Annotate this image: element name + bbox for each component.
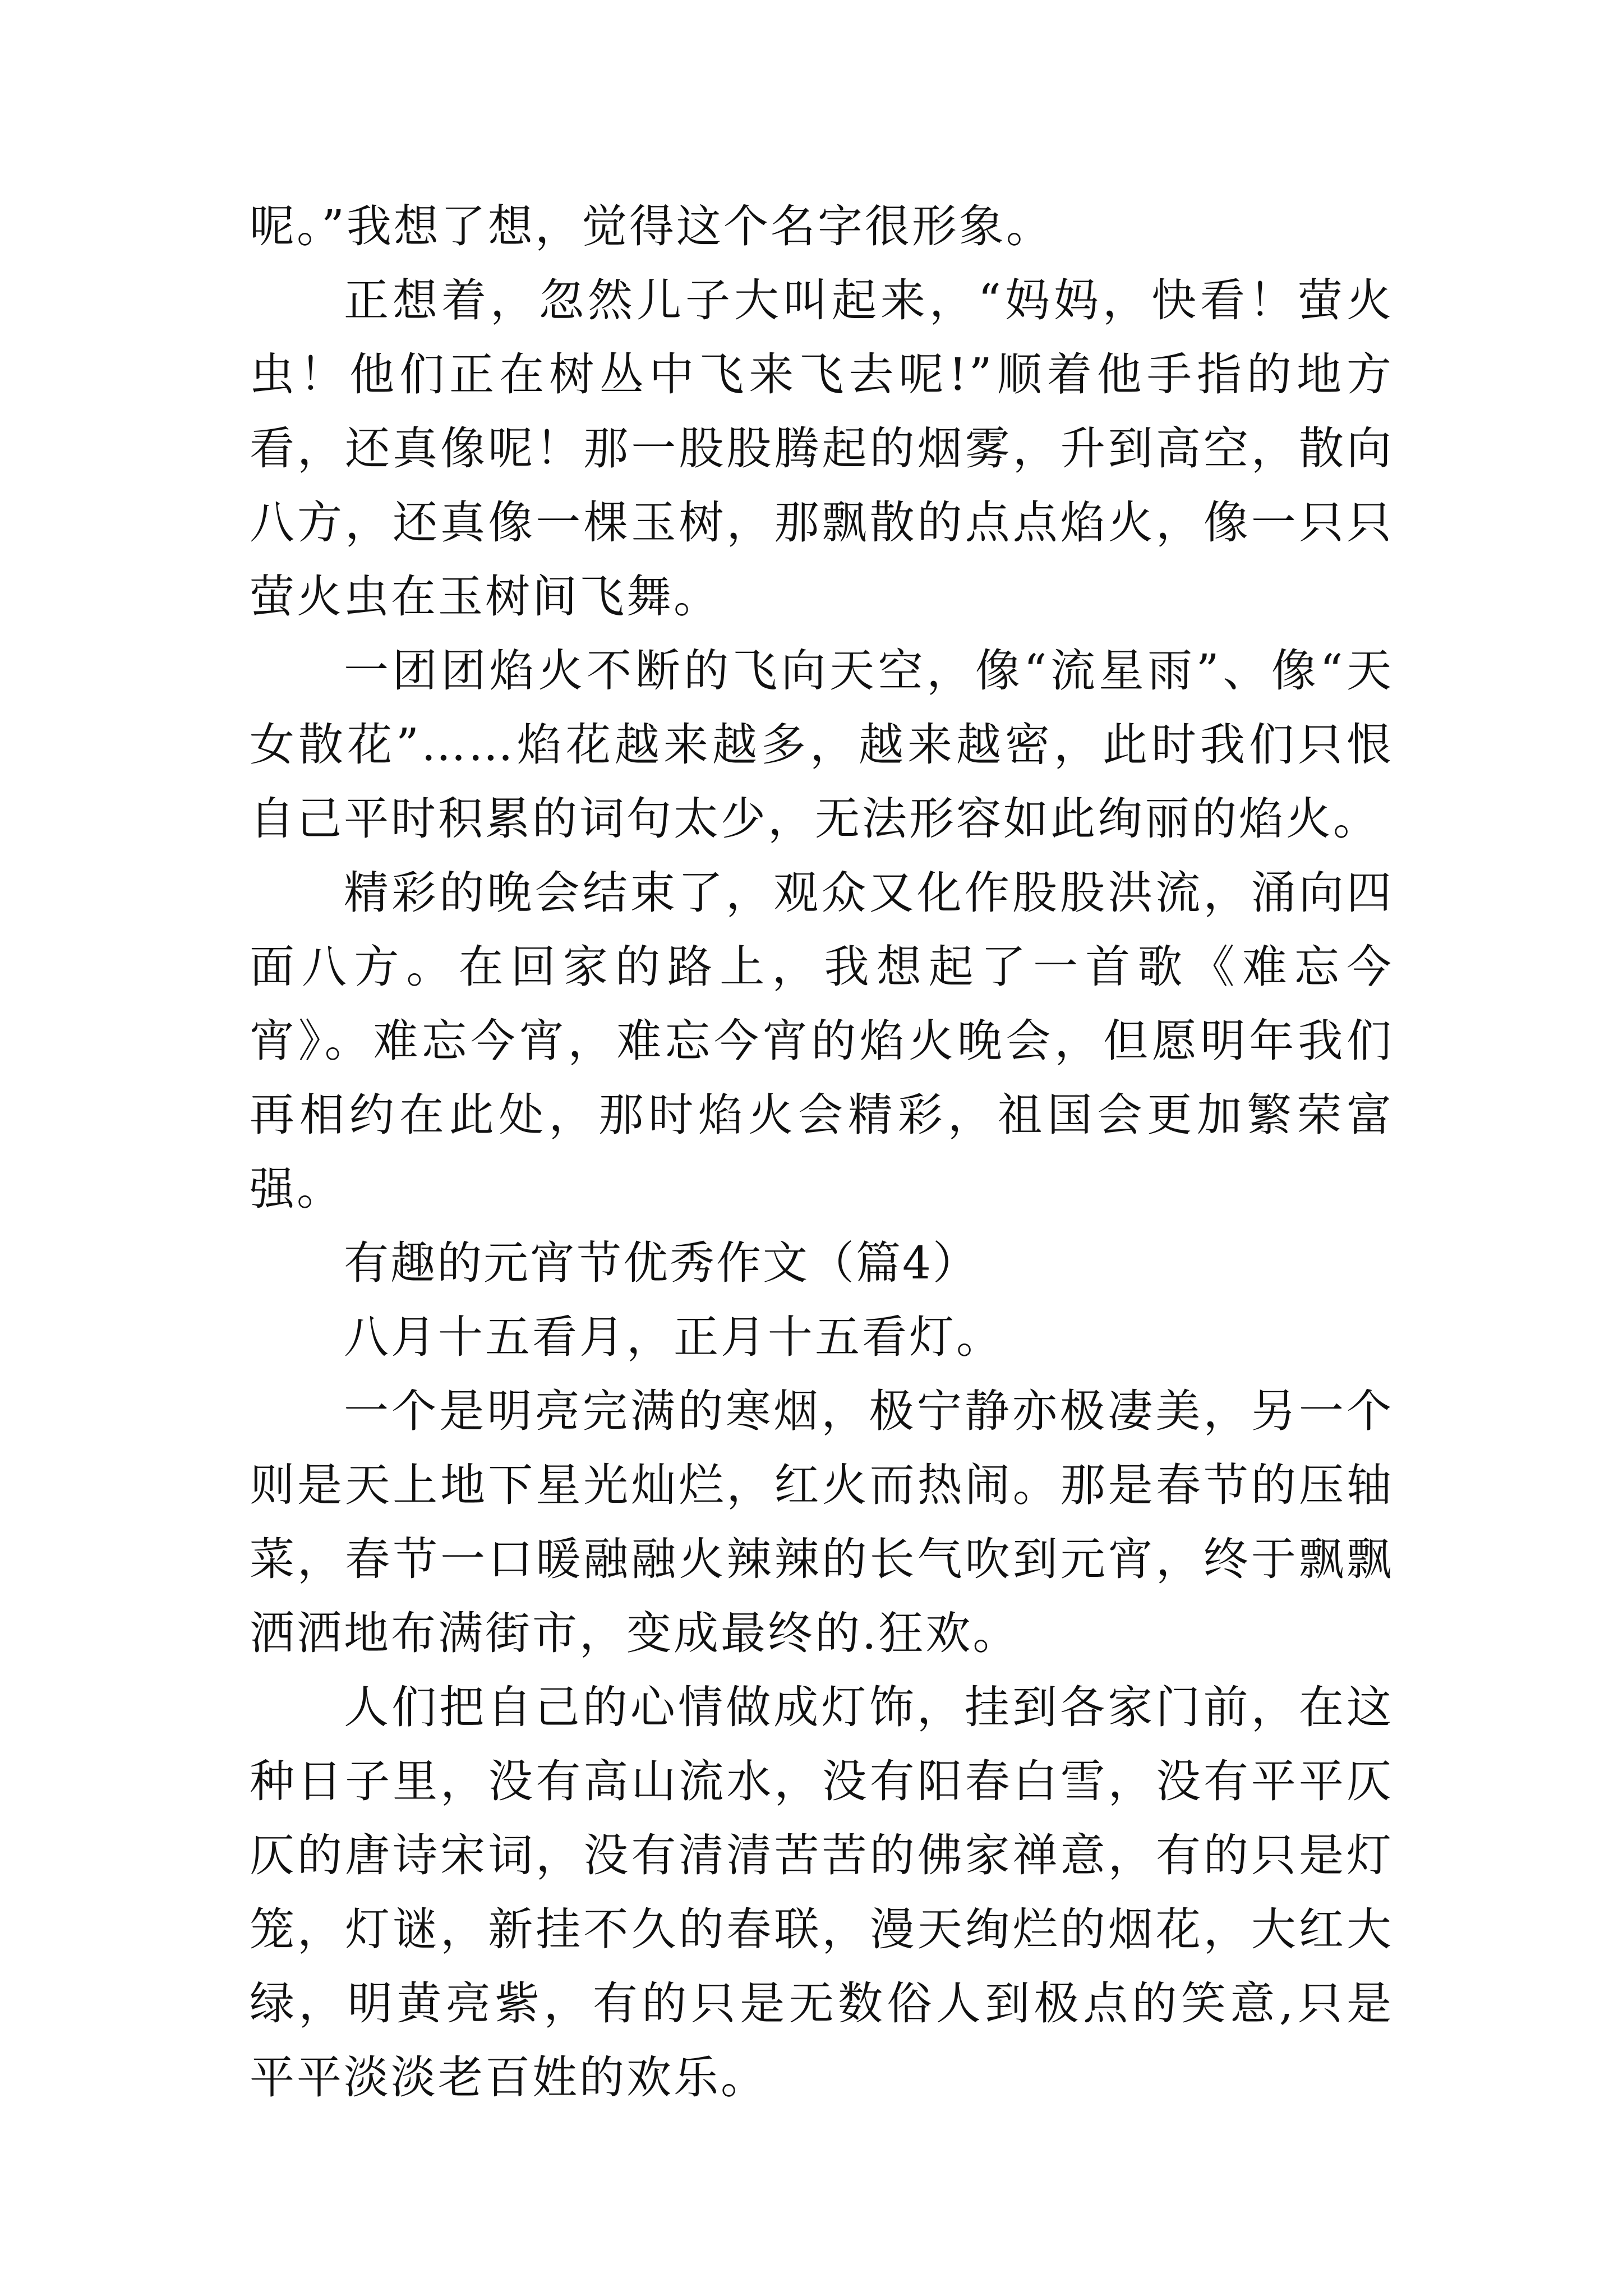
paragraph-gala-end: 精彩的晚会结束了，观众又化作股股洪流，涌向四面八方。在回家的路上，我想起了一首歌《难忘今宵》。难忘今宵，难忘今宵的焰火晚会，但愿明年我们再相约在此处，那时焰火会精彩，祖国会更加繁荣富强。 — [250, 867, 1394, 1215]
paragraph-continuation: 呢。”我想了想，觉得这个名字很形象。 — [250, 200, 1053, 252]
paragraph-lantern-festival: 一个是明亮完满的寒烟，极宁静亦极凄美，另一个则是天上地下星光灿烂，红火而热闹。那是春节的压轴菜，春节一口暖融融火辣辣的长气吹到元宵，终于飘飘洒洒地布满街市，变成最终的.狂欢。 — [250, 1385, 1394, 1659]
paragraph-lantern-decorations: 人们把自己的心情做成灯饰，挂到各家门前，在这种日子里，没有高山流水，没有阳春白雪，没有平平仄仄的唐诗宋词，没有清清苦苦的佛家禅意，有的只是灯笼，灯谜，新挂不久的春联，漫天绚烂的烟花，大红大绿，明黄亮紫，有的只是无数俗人到极点的笑意,只是平平淡淡老百姓的欢乐。 — [250, 1681, 1394, 2104]
paragraph-fireworks-sky: 一团团焰火不断的飞向天空，像“流星雨”、像“天女散花”……焰花越来越多，越来越密，此时我们只恨自己平时积累的词句太少，无法形容如此绚丽的焰火。 — [250, 645, 1394, 845]
essay-heading: 有趣的元宵节优秀作文（篇4） — [344, 1237, 979, 1289]
document-body — [250, 190, 1394, 2115]
paragraph-moon-lanterns: 八月十五看月，正月十五看灯。 — [344, 1311, 1003, 1363]
paragraph-fireflies: 正想着，忽然儿子大叫起来，“妈妈，快看！萤火虫！他们正在树丛中飞来飞去呢!”顺着他手指的地方看，还真像呢！那一股股腾起的烟雾，升到高空，散向八方，还真像一棵玉树，那飘散的点点焰火，像一只只萤火虫在玉树间飞舞。 — [250, 274, 1394, 623]
